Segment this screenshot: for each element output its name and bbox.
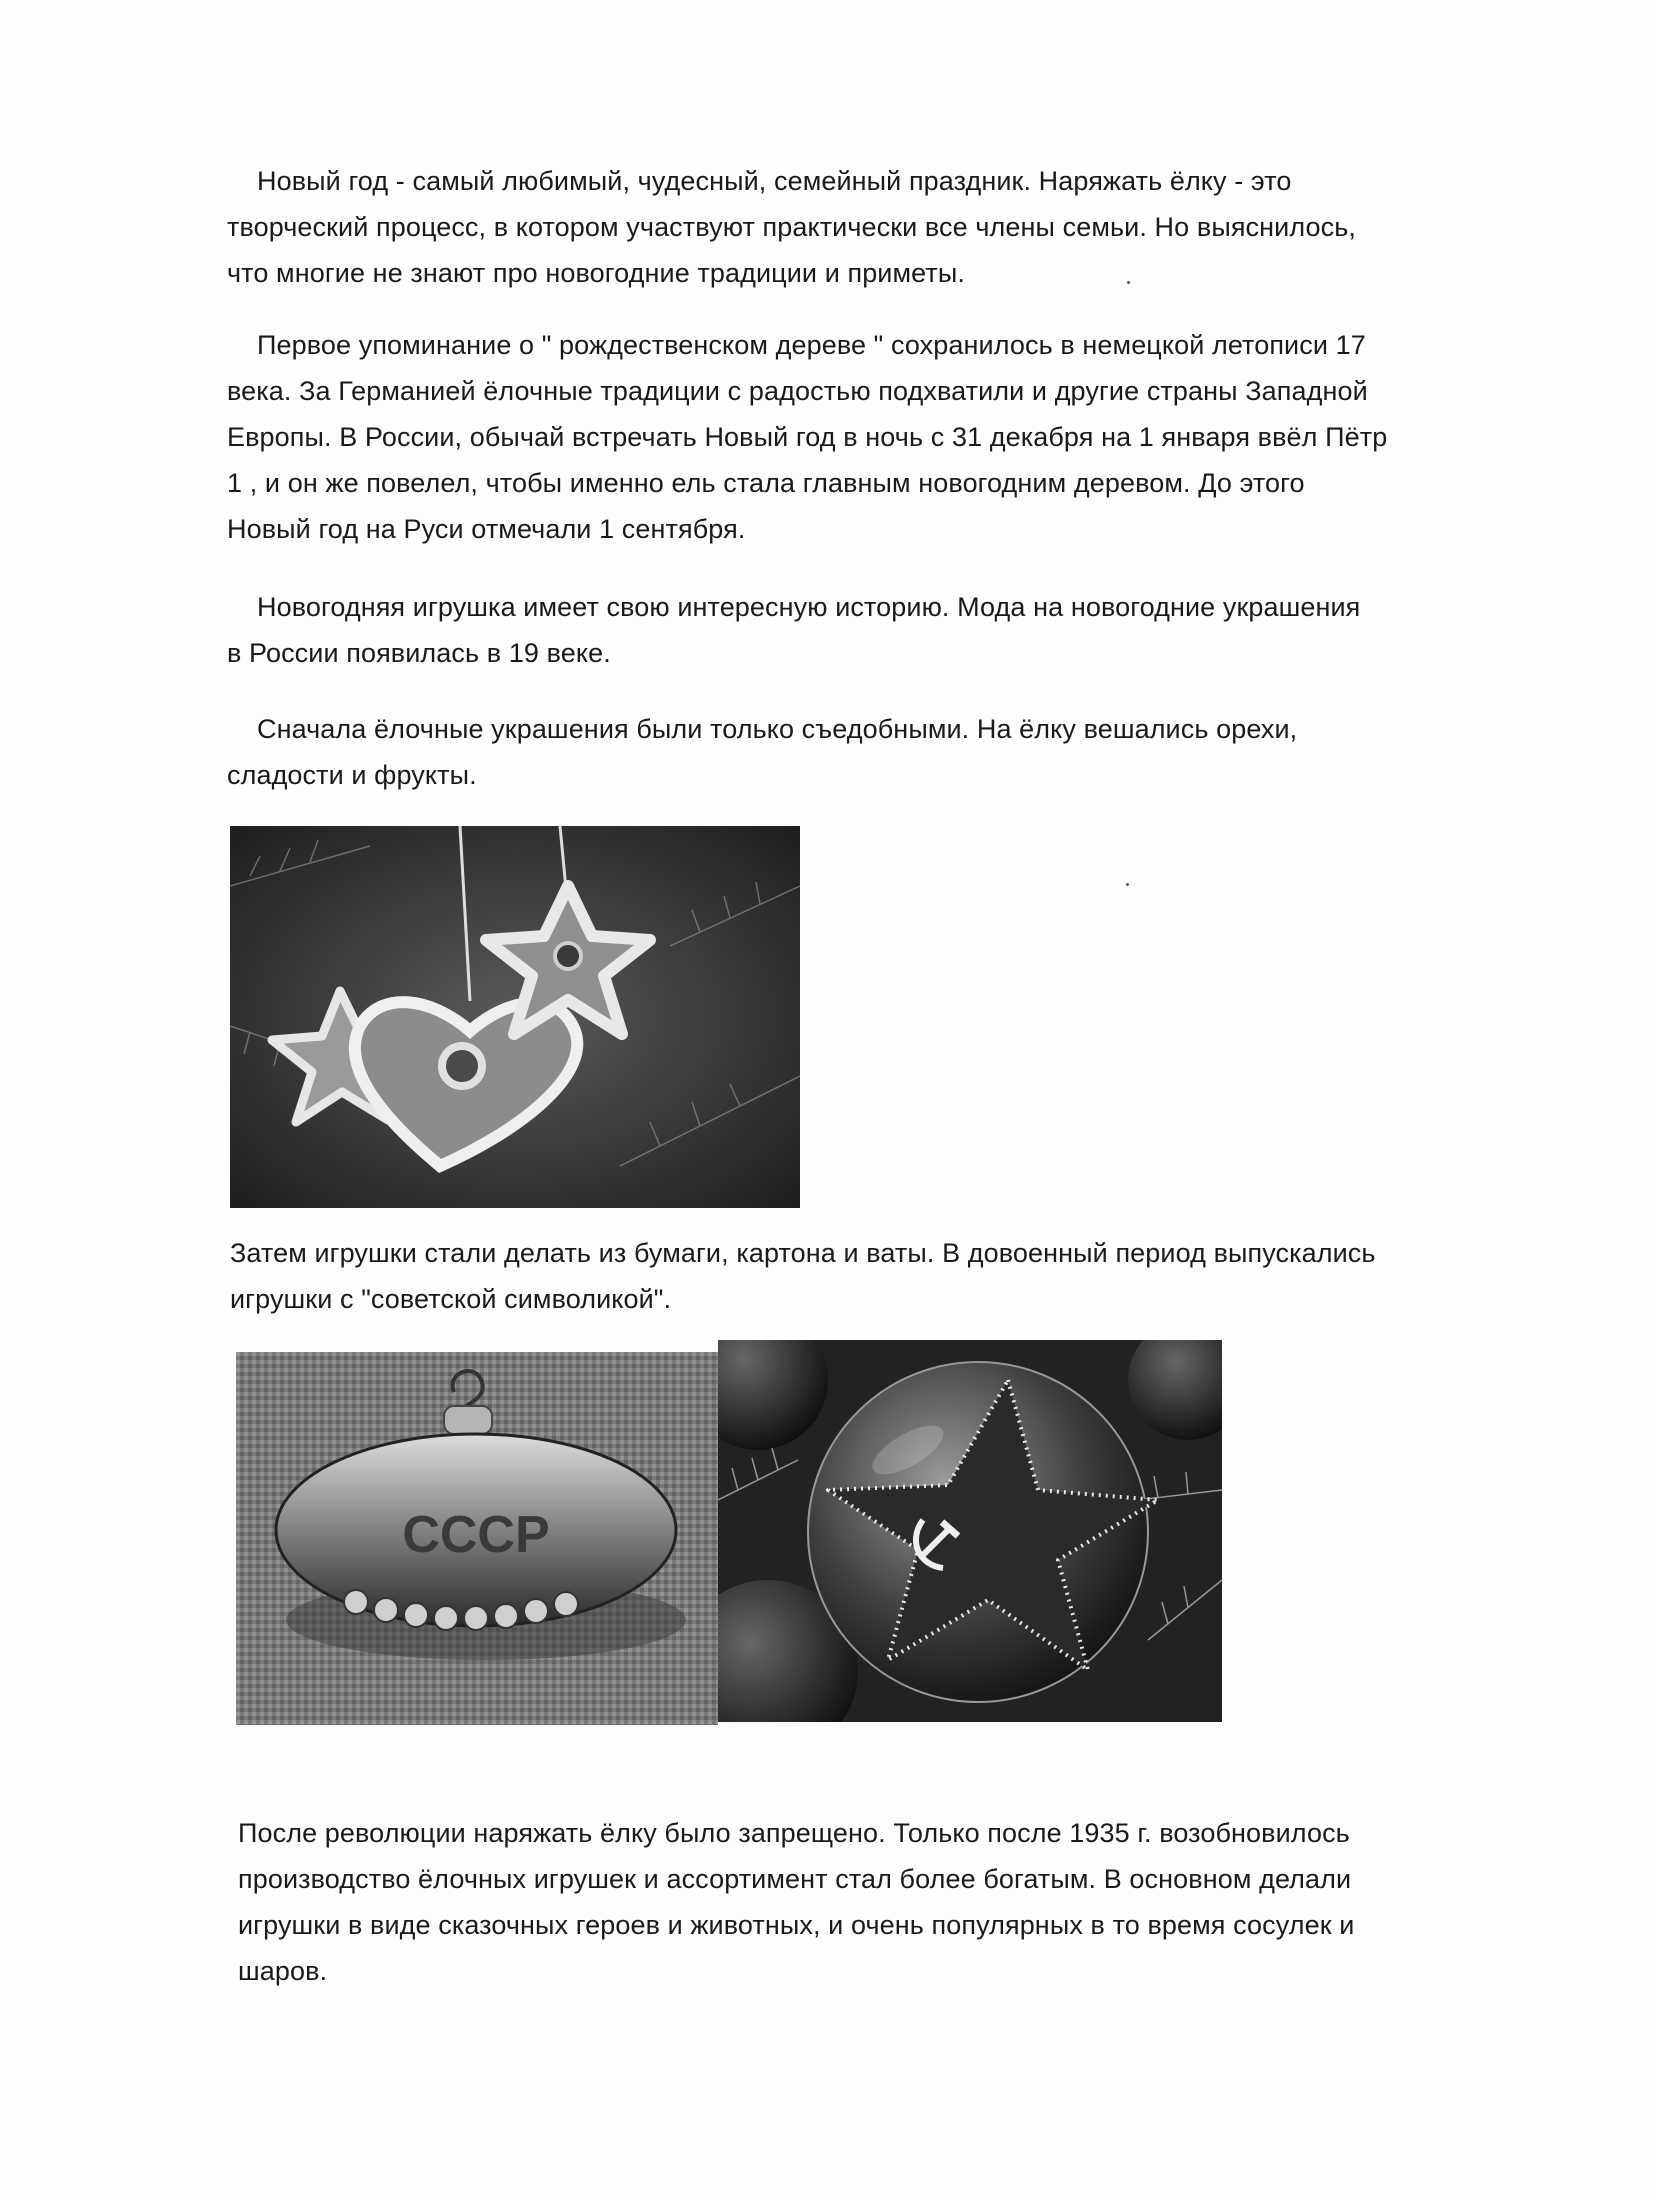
star-ball-ornament-photo xyxy=(718,1340,1222,1722)
paragraph-4 xyxy=(227,706,1297,752)
paragraph-5 xyxy=(230,1230,1376,1322)
paragraph-6 xyxy=(238,1810,1354,1994)
scan-speck xyxy=(1126,883,1129,886)
cccp-label: ССCР xyxy=(402,1506,550,1564)
paragraph-1 xyxy=(227,158,1291,204)
paragraph-4-cont xyxy=(227,752,477,798)
paragraph-line: игрушки в виде сказочных героев и животных, и очень популярных в то время сосулек и xyxy=(238,1910,1355,1940)
paragraph-line: творческий процесс, в котором участвуют практически все члены семьи. Но выяснилось, xyxy=(227,212,1356,242)
paragraph-2 xyxy=(227,322,1366,368)
paragraph-line: века. За Германией ёлочные традиции с радостью подхватили и другие страны Западной xyxy=(227,376,1368,406)
paragraph-line: что многие не знают про новогодние традиции и приметы. xyxy=(227,258,965,288)
paragraph-line: Новогодняя игрушка имеет свою интересную историю. Мода на новогодние украшения xyxy=(257,592,1361,622)
paragraph-line: Сначала ёлочные украшения были только съедобными. На ёлку вешались орехи, xyxy=(257,714,1298,744)
paragraph-2-cont xyxy=(227,368,1387,552)
paragraph-line: Затем игрушки стали делать из бумаги, картона и ваты. В довоенный период выпускались xyxy=(230,1238,1376,1268)
gingerbread-ornaments-photo xyxy=(230,826,800,1208)
cccp-ornament-photo xyxy=(236,1352,718,1725)
paragraph-line: Первое упоминание о " рождественском дереве " сохранилось в немецкой летописи 17 xyxy=(257,330,1366,360)
paragraph-line: 1 , и он же повелел, чтобы именно ель стала главным новогодним деревом. До этого xyxy=(227,468,1305,498)
paragraph-line: сладости и фрукты. xyxy=(227,760,477,790)
paragraph-line: в России появилась в 19 веке. xyxy=(227,638,611,668)
paragraph-line: Европы. В России, обычай встречать Новый год в ночь с 31 декабря на 1 января ввёл Пётр xyxy=(227,422,1388,452)
paragraph-1-cont xyxy=(227,204,1356,296)
paragraph-line: игрушки с "советской символикой". xyxy=(230,1284,672,1314)
paragraph-line: После революции наряжать ёлку было запрещено. Только после 1935 г. возобновилось xyxy=(238,1818,1350,1848)
paragraph-line: шаров. xyxy=(238,1956,328,1986)
scan-speck xyxy=(1127,281,1130,284)
paragraph-line: Новый год - самый любимый, чудесный, семейный праздник. Наряжать ёлку - это xyxy=(257,166,1292,196)
paragraph-3-cont xyxy=(227,630,611,676)
paragraph-3 xyxy=(227,584,1360,630)
paragraph-line: Новый год на Руси отмечали 1 сентября. xyxy=(227,514,746,544)
paragraph-line: производство ёлочных игрушек и ассортимент стал более богатым. В основном делали xyxy=(238,1864,1352,1894)
